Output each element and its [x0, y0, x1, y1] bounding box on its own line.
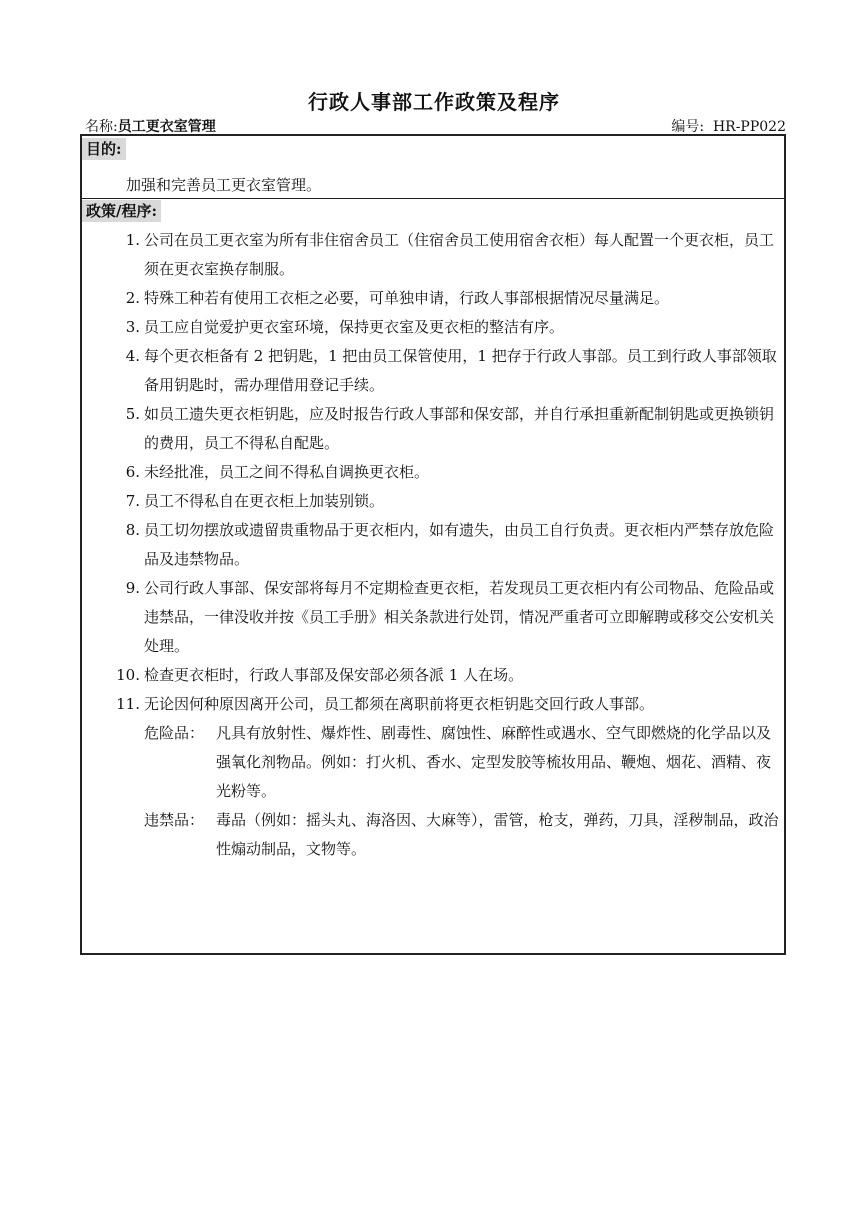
item-number: 11. — [116, 695, 140, 713]
doc-code-label: 编号: — [671, 119, 705, 135]
item-text: 员工应自觉爱护更衣室环境，保持更衣室及更衣柜的整洁有序。 — [144, 318, 565, 336]
item-number: 5. — [125, 405, 140, 423]
list-item — [112, 574, 784, 661]
list-item — [112, 690, 784, 719]
doc-code-value: HR-PP022 — [712, 119, 786, 135]
item-number: 6. — [125, 463, 140, 481]
doc-code — [671, 116, 786, 136]
definition-text: 毒品（例如：摇头丸、海洛因、大麻等），雷管，枪支，弹药，刀具，淫秽制品，政治性煽动制品，文物等。 — [216, 811, 779, 858]
policy-box — [80, 134, 786, 955]
list-item — [112, 458, 784, 487]
policy-heading: 政策/程序: — [82, 200, 161, 222]
list-item — [112, 342, 784, 400]
item-number: 1. — [125, 231, 140, 249]
item-text: 未经批准，员工之间不得私自调换更衣柜。 — [144, 463, 430, 481]
item-number: 2. — [125, 289, 140, 307]
doc-name-value: 员工更衣室管理 — [117, 119, 216, 135]
item-text: 每个更衣柜备有 2 把钥匙，1 把由员工保管使用，1 把存于行政人事部。员工到行政人事部领取备用钥匙时，需办理借用登记手续。 — [144, 347, 777, 394]
item-text: 如员工遗失更衣柜钥匙，应及时报告行政人事部和保安部，并自行承担重新配制钥匙或更换锁钥的费用，员工不得私自配匙。 — [144, 405, 775, 452]
definition-label: 危险品： — [144, 724, 205, 742]
item-number: 4. — [125, 347, 140, 365]
doc-name — [85, 116, 216, 136]
item-text: 特殊工种若有使用工衣柜之必要，可单独申请，行政人事部根据情况尽量满足。 — [144, 289, 670, 307]
policy-list — [112, 226, 784, 864]
purpose-heading: 目的: — [82, 138, 126, 160]
list-item — [112, 313, 784, 342]
item-text: 公司在员工更衣室为所有非住宿舍员工（住宿舍员工使用宿舍衣柜）每人配置一个更衣柜，员工须在更衣室换存制服。 — [144, 231, 775, 278]
list-item — [112, 284, 784, 313]
definition-label: 违禁品： — [144, 811, 205, 829]
item-number: 8. — [125, 521, 140, 539]
doc-name-label: 名称: — [85, 119, 118, 135]
list-item — [112, 400, 784, 458]
list-item — [112, 487, 784, 516]
list-item — [112, 661, 784, 690]
item-text: 无论因何种原因离开公司，员工都须在离职前将更衣柜钥匙交回行政人事部。 — [144, 695, 655, 713]
purpose-text: 加强和完善员工更衣室管理。 — [126, 176, 322, 194]
section-divider — [82, 198, 784, 199]
page-title: 行政人事部工作政策及程序 — [308, 90, 560, 114]
list-item — [112, 516, 784, 574]
definition-text: 凡具有放射性、爆炸性、剧毒性、腐蚀性、麻醉性或遇水、空气即燃烧的化学品以及强氧化剂物品。例如：打火机、香水、定型发胶等梳妆用品、鞭炮、烟花、酒精、夜光粉等。 — [216, 724, 772, 800]
item-text: 员工切勿摆放或遗留贵重物品于更衣柜内，如有遗失，由员工自行负责。更衣柜内严禁存放危险品及违禁物品。 — [144, 521, 775, 568]
item-text: 员工不得私自在更衣柜上加装别锁。 — [144, 492, 385, 510]
item-number: 3. — [125, 318, 140, 336]
item-text: 公司行政人事部、保安部将每月不定期检查更衣柜，若发现员工更衣柜内有公司物品、危险品或违禁品，一律没收并按《员工手册》相关条款进行处罚，情况严重者可立即解聘或移交公安机关处理。 — [144, 579, 775, 655]
item-number: 7. — [125, 492, 140, 510]
item-text: 检查更衣柜时，行政人事部及保安部必须各派 1 人在场。 — [144, 666, 524, 684]
item-number: 9. — [125, 579, 140, 597]
definition-dangerous — [112, 719, 784, 806]
definition-prohibited — [112, 806, 784, 864]
item-number: 10. — [116, 666, 140, 684]
list-item — [112, 226, 784, 284]
